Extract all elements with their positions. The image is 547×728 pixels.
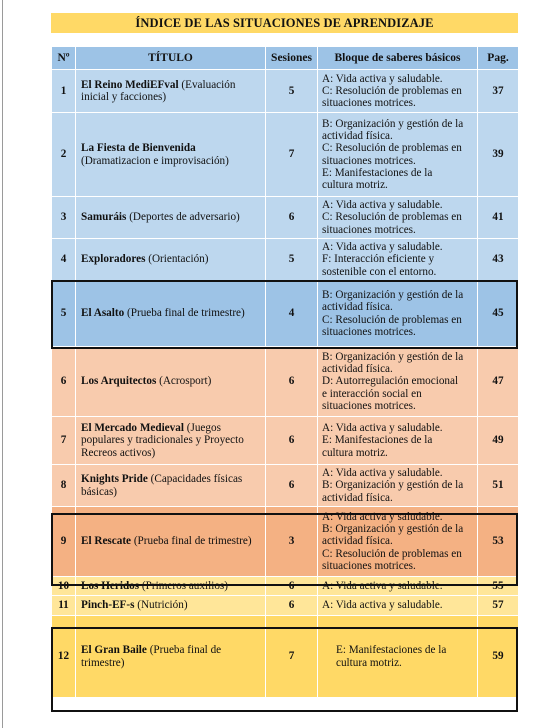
index-title: ÍNDICE DE LAS SITUACIONES DE APRENDIZAJE <box>51 13 518 33</box>
situation-description: (Juegos populares y tradicionales y Proyecto Recreos activos) <box>81 422 244 459</box>
situation-name: Los Heridos <box>81 579 140 592</box>
header-sessions: Sesiones <box>266 47 318 70</box>
situation-name: El Rescate <box>81 535 132 548</box>
situation-description: (Prueba final de trimestre) <box>81 644 222 669</box>
block-line: actividad física. <box>322 301 393 314</box>
row-sessions: 5 <box>266 239 318 281</box>
table-row <box>52 347 519 417</box>
row-blocks <box>318 239 478 281</box>
row-title <box>76 507 266 577</box>
row-sessions: 6 <box>266 197 318 239</box>
row-sessions: 5 <box>266 70 318 113</box>
situation-description: (Acrosport) <box>156 375 212 388</box>
header-number: Nº <box>52 47 76 70</box>
row-sessions: 3 <box>266 507 318 577</box>
row-title <box>76 417 266 465</box>
row-blocks <box>318 417 478 465</box>
situation-name: Los Arquitectos <box>81 375 157 388</box>
block-line: A: Vida activa y saludable. <box>322 599 443 612</box>
row-blocks <box>318 347 478 417</box>
table-row <box>52 197 519 239</box>
row-number: 2 <box>52 113 76 197</box>
situation-description: (Evaluación inicial y facciones) <box>81 78 236 103</box>
table-row <box>52 239 519 281</box>
situation-description: (Prueba final de trimestre) <box>131 535 252 548</box>
row-blocks <box>318 577 478 596</box>
block-line: actividad física. <box>322 535 393 548</box>
row-blocks <box>318 113 478 197</box>
row-title <box>76 577 266 596</box>
row-blocks <box>318 70 478 113</box>
table-row <box>52 577 519 596</box>
row-page: 37 <box>478 70 519 113</box>
block-line: actividad física. <box>322 130 393 143</box>
block-line: B: Organización y gestión de la <box>322 479 464 492</box>
row-page: 57 <box>478 596 519 616</box>
row-blocks <box>318 507 478 577</box>
row-title <box>76 347 266 417</box>
table-row <box>52 596 519 616</box>
table-row <box>52 281 519 347</box>
row-page: 51 <box>478 465 519 507</box>
header-page: Pag. <box>478 47 519 70</box>
block-line: situaciones motrices. <box>322 97 416 110</box>
row-title <box>76 465 266 507</box>
block-line: sostenible con el entorno. <box>322 265 437 278</box>
block-line: F: Interacción eficiente y <box>322 253 435 266</box>
row-number: 6 <box>52 347 76 417</box>
row-number: 4 <box>52 239 76 281</box>
block-line: situaciones motrices. <box>322 223 416 236</box>
row-blocks <box>318 465 478 507</box>
row-sessions: 6 <box>266 596 318 616</box>
row-number: 9 <box>52 507 76 577</box>
row-number: 8 <box>52 465 76 507</box>
page-margin-rule <box>2 0 3 728</box>
row-sessions: 6 <box>266 465 318 507</box>
block-line: C: Resolución de problemas en <box>322 547 462 560</box>
block-line: situaciones motrices. <box>322 399 416 412</box>
situation-description: (Dramatizacion e improvisación) <box>81 154 229 167</box>
block-line: actividad física. <box>322 363 393 376</box>
row-sessions: 7 <box>266 113 318 197</box>
block-line: e interacción social en <box>322 387 422 400</box>
block-line: E: Manifestaciones de la <box>322 166 433 179</box>
situation-description: (Deportes de adversario) <box>126 211 240 224</box>
row-page: 53 <box>478 507 519 577</box>
block-line: E: Manifestaciones de la <box>336 644 447 657</box>
block-line: C: Resolución de problemas en <box>322 313 462 326</box>
block-line: cultura motriz. <box>322 446 388 459</box>
row-number: 3 <box>52 197 76 239</box>
block-line: A: Vida activa y saludable. <box>322 467 443 480</box>
block-line: situaciones motrices. <box>322 325 416 338</box>
situation-name: Samuráis <box>81 211 127 224</box>
row-page: 45 <box>478 281 519 347</box>
block-line: A: Vida activa y saludable. <box>322 199 443 212</box>
block-line: B: Organización y gestión de la <box>322 350 464 363</box>
situation-name: Knights Pride <box>81 473 148 486</box>
situation-description: (Prueba final de trimestre) <box>124 307 245 320</box>
block-line: E: Manifestaciones de la <box>322 434 433 447</box>
header-blocks: Bloque de saberes básicos <box>318 47 478 70</box>
row-page: 43 <box>478 239 519 281</box>
situation-description: (Capacidades físicas básicas) <box>81 473 243 498</box>
block-line: A: Vida activa y saludable. <box>322 241 443 254</box>
situation-name: Exploradores <box>81 253 146 266</box>
block-line: A: Vida activa y saludable. <box>322 422 443 435</box>
row-blocks <box>318 197 478 239</box>
row-title <box>76 616 266 698</box>
row-title <box>76 281 266 347</box>
row-page: 39 <box>478 113 519 197</box>
situation-description: (Primeros auxilios) <box>139 579 228 592</box>
block-line: cultura motriz. <box>322 178 388 191</box>
table-row <box>52 70 519 113</box>
row-blocks <box>318 616 478 698</box>
row-page: 55 <box>478 577 519 596</box>
block-line: actividad física. <box>322 491 393 504</box>
block-line: B: Organización y gestión de la <box>322 117 464 130</box>
table-row <box>52 616 519 698</box>
row-page: 41 <box>478 197 519 239</box>
situation-name: El Reino MediEFval <box>81 78 179 91</box>
table-row <box>52 465 519 507</box>
row-title <box>76 596 266 616</box>
row-blocks <box>318 596 478 616</box>
row-number: 10 <box>52 577 76 596</box>
row-title <box>76 113 266 197</box>
block-line: A: Vida activa y saludable. <box>322 579 443 592</box>
header-title: TÍTULO <box>76 47 266 70</box>
situation-description: (Orientación) <box>145 253 209 266</box>
block-line: D: Autorregulación emocional <box>322 375 459 388</box>
block-line: C: Resolución de problemas en <box>322 84 462 97</box>
block-line: A: Vida activa y saludable. <box>322 510 443 523</box>
situation-name: El Asalto <box>81 307 125 320</box>
row-sessions: 6 <box>266 347 318 417</box>
table-row <box>52 507 519 577</box>
row-sessions: 4 <box>266 281 318 347</box>
block-line: C: Resolución de problemas en <box>322 211 462 224</box>
situation-name: El Mercado Medieval <box>81 422 184 435</box>
table-header-row <box>52 47 519 70</box>
situation-name: La Fiesta de Bienvenida <box>81 142 196 155</box>
row-sessions: 6 <box>266 577 318 596</box>
situation-name: Pinch-EF-s <box>81 599 135 612</box>
row-sessions: 7 <box>266 616 318 698</box>
situation-description: (Nutrición) <box>134 599 188 612</box>
learning-situations-table <box>51 46 519 698</box>
block-line: B: Organización y gestión de la <box>322 523 464 536</box>
table-row <box>52 113 519 197</box>
row-title <box>76 70 266 113</box>
block-line: C: Resolución de problemas en <box>322 142 462 155</box>
row-number: 1 <box>52 70 76 113</box>
block-line: cultura motriz. <box>336 656 402 669</box>
block-line: B: Organización y gestión de la <box>322 289 464 302</box>
row-number: 12 <box>52 616 76 698</box>
row-page: 47 <box>478 347 519 417</box>
row-number: 5 <box>52 281 76 347</box>
table-row <box>52 417 519 465</box>
row-title <box>76 197 266 239</box>
row-number: 11 <box>52 596 76 616</box>
block-line: A: Vida activa y saludable. <box>322 72 443 85</box>
block-line: situaciones motrices. <box>322 154 416 167</box>
situation-name: El Gran Baile <box>81 644 147 657</box>
row-page: 59 <box>478 616 519 698</box>
row-number: 7 <box>52 417 76 465</box>
row-page: 49 <box>478 417 519 465</box>
row-blocks <box>318 281 478 347</box>
block-line: situaciones motrices. <box>322 559 416 572</box>
row-sessions: 6 <box>266 417 318 465</box>
row-title <box>76 239 266 281</box>
